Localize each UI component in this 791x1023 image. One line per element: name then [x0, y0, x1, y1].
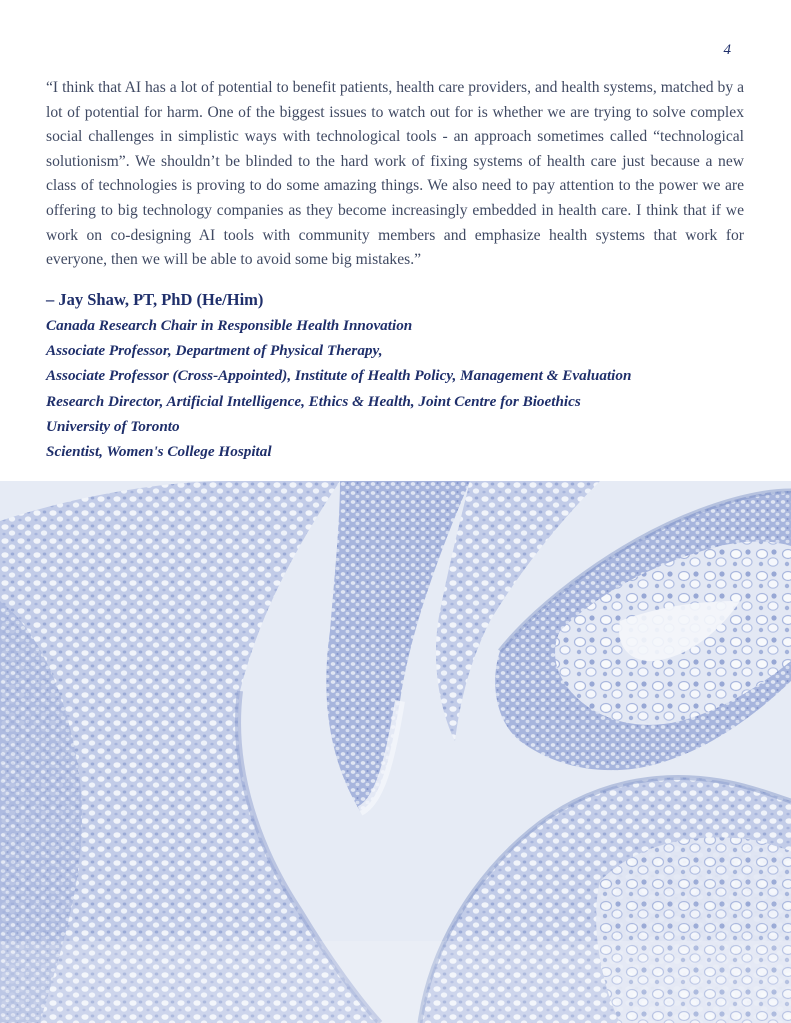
- author-title-2: Associate Professor, Department of Physical Therapy,: [46, 342, 383, 360]
- author-name: – Jay Shaw, PT, PhD (He/Him): [46, 290, 264, 309]
- author-title-6: Scientist, Women's College Hospital: [46, 443, 272, 461]
- attribution-block: [46, 288, 746, 464]
- author-title-4: Research Director, Artificial Intelligence, Ethics & Health, Joint Centre for Bioethics: [46, 392, 581, 410]
- page-number: 4: [723, 42, 731, 58]
- author-title-5: University of Toronto: [46, 417, 180, 435]
- author-title-3: Associate Professor (Cross-Appointed), Institute of Health Policy, Management & Evaluation: [46, 367, 632, 385]
- quote-text: “I think that AI has a lot of potential to benefit patients, health care providers, and health systems, matched by a lot of potential for harm. One of the biggest issues to watch out for is whether we are trying to solve complex social challenges in simplistic ways with technological tools - an approach sometimes called “technological solutionism”. We shouldn’t be blinded to the hard work of fixing systems of health care just because a new class of technologies is proving to do some amazing things. We also need to pay attention to the power we are offering to big technology companies as they become increasingly embedded in health care. I think that if we work on co-designing AI tools with community members and emphasize health systems that work for everyone, then we will be able to avoid some big mistakes.”: [46, 79, 744, 269]
- microscopy-image: [0, 481, 791, 1023]
- author-title-1: Canada Research Chair in Responsible Health Innovation: [46, 317, 413, 334]
- tissue-section-illustration: [0, 481, 791, 1023]
